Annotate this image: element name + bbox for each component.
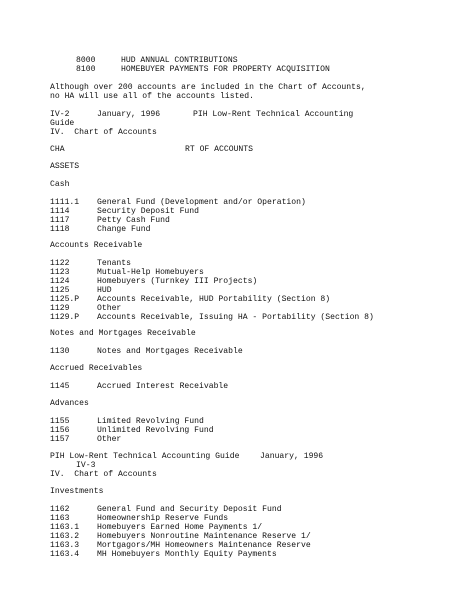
guide-title: PIH Low-Rent Technical Accounting [193, 110, 354, 119]
note-line: no HA will use all of the accounts listed. [50, 92, 254, 101]
account-code: 1156 [50, 426, 70, 435]
page-date: January, 1996 [260, 452, 324, 461]
account-code: 1114 [50, 207, 70, 216]
account-code: 1122 [50, 259, 70, 268]
account-code: 1129.P [50, 313, 80, 322]
guide-title: PIH Low-Rent Technical Accounting Guide [50, 452, 240, 461]
account-code: 1163.2 [50, 532, 80, 541]
account-code: 1118 [50, 225, 70, 234]
page-id: IV-2 [50, 110, 70, 119]
account-desc: Petty Cash Fund [97, 216, 170, 225]
account-desc: Homeownership Reserve Funds [97, 514, 229, 523]
account-desc: Other [97, 435, 122, 444]
account-code: 1157 [50, 435, 70, 444]
intro-desc: HOMEBUYER PAYMENTS FOR PROPERTY ACQUISITION [121, 65, 330, 74]
section-heading: Advances [50, 399, 89, 408]
account-code: 1125 [50, 286, 70, 295]
section-subtitle: IV. Chart of Accounts [50, 128, 157, 137]
account-code: 1117 [50, 216, 70, 225]
account-code: 1129 [50, 304, 70, 313]
account-desc: Other [97, 304, 122, 313]
account-desc: Security Deposit Fund [97, 207, 199, 216]
account-code: 1124 [50, 277, 70, 286]
chart-heading-right: RT OF ACCOUNTS [185, 145, 253, 154]
chart-heading-left: CHA [50, 145, 65, 154]
account-desc: Unlimited Revolving Fund [97, 426, 214, 435]
intro-code: 8100 [76, 65, 96, 74]
account-desc: Limited Revolving Fund [97, 417, 204, 426]
account-desc: Change Fund [97, 225, 151, 234]
account-desc: Tenants [97, 259, 131, 268]
account-desc: Mutual-Help Homebuyers [97, 268, 204, 277]
section-heading: Notes and Mortgages Receivable [50, 329, 196, 338]
account-code: 1130 [50, 347, 70, 356]
account-code: 1162 [50, 505, 70, 514]
section-heading: Investments [50, 487, 104, 496]
account-desc: Homebuyers Nonroutine Maintenance Reserve 1/ [97, 532, 311, 541]
section-heading: Cash [50, 180, 70, 189]
account-desc: Homebuyers (Turnkey III Projects) [97, 277, 258, 286]
account-code: 1163.1 [50, 523, 80, 532]
account-code: 1163.3 [50, 541, 80, 550]
account-code: 1111.1 [50, 198, 80, 207]
page-date: January, 1996 [97, 110, 161, 119]
account-desc: General Fund and Security Deposit Fund [97, 505, 282, 514]
account-desc: Accounts Receivable, HUD Portability (Section 8) [97, 295, 331, 304]
account-desc: HUD [97, 286, 112, 295]
account-desc: Accounts Receivable, Issuing HA - Portability (Section 8) [97, 313, 374, 322]
assets-heading: ASSETS [50, 162, 80, 171]
account-desc: Homebuyers Earned Home Payments 1/ [97, 523, 263, 532]
intro-desc: HUD ANNUAL CONTRIBUTIONS [121, 56, 238, 65]
note-line: Although over 200 accounts are included in the Chart of Accounts, [50, 83, 366, 92]
account-code: 1145 [50, 382, 70, 391]
intro-code: 8000 [76, 56, 96, 65]
account-code: 1155 [50, 417, 70, 426]
account-code: 1163.4 [50, 550, 80, 559]
account-desc: MH Homebuyers Monthly Equity Payments [97, 550, 277, 559]
account-code: 1163 [50, 514, 70, 523]
guide-title-cont: Guide [50, 119, 75, 128]
section-subtitle: IV. Chart of Accounts [50, 470, 157, 479]
account-desc: General Fund (Development and/or Operation) [97, 198, 306, 207]
account-desc: Mortgagors/MH Homeowners Maintenance Reserve [97, 541, 311, 550]
section-heading: Accounts Receivable [50, 241, 143, 250]
account-desc: Accrued Interest Receivable [97, 382, 229, 391]
page-id: IV-3 [76, 461, 96, 470]
account-code: 1123 [50, 268, 70, 277]
account-code: 1125.P [50, 295, 80, 304]
account-desc: Notes and Mortgages Receivable [97, 347, 243, 356]
section-heading: Accrued Receivables [50, 364, 143, 373]
